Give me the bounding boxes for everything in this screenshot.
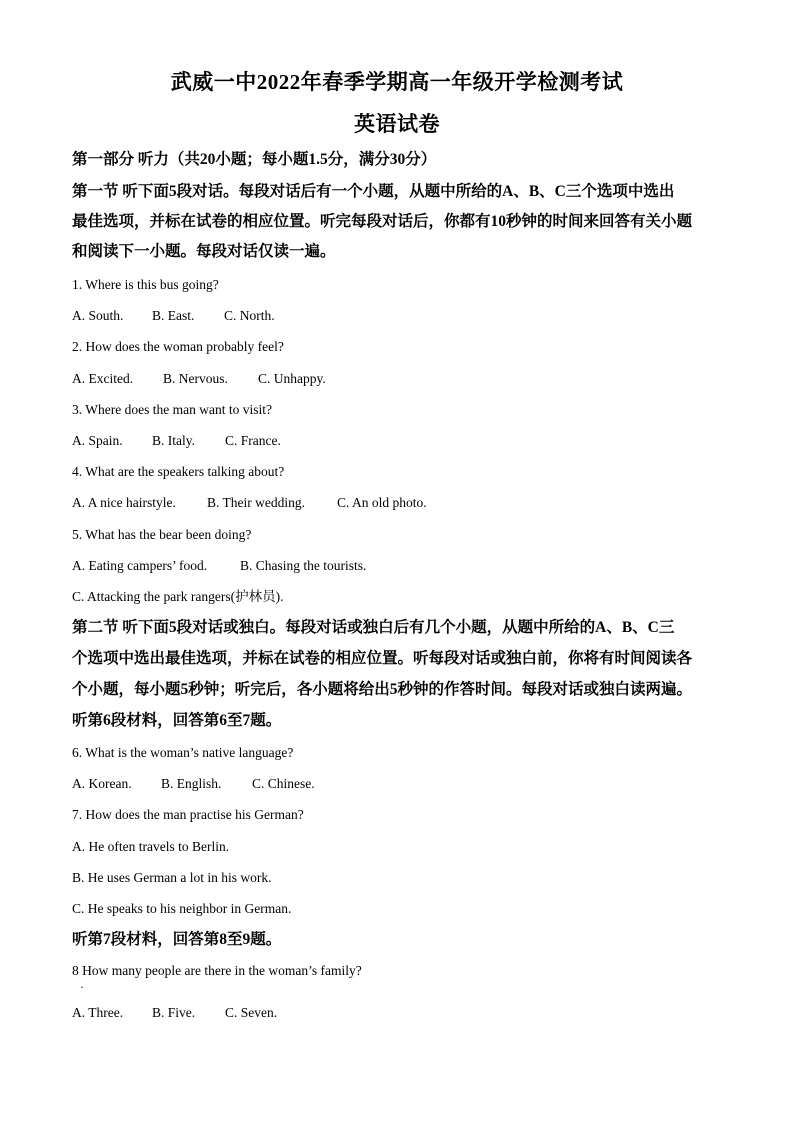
option-c: C. An old photo. (337, 495, 427, 510)
question-6-options (72, 775, 315, 793)
question-1: 1. Where is this bus going? (72, 277, 219, 292)
option-b: B. Italy. (152, 433, 195, 448)
question-3: 3. Where does the man want to visit? (72, 402, 272, 417)
question-7: 7. How does the man practise his German? (72, 807, 304, 822)
question-4-options (72, 494, 427, 512)
section2-instructions-line3: 个小题，每小题5秒钟；听完后，各小题将给出5秒钟的作答时间。每段对话或独白读两遍。 (72, 681, 693, 698)
option-c: C. Chinese. (252, 776, 315, 791)
option-a: A. Excited. (72, 371, 134, 386)
option-b: B. Five. (152, 1005, 196, 1020)
option-a: A. Three. (72, 1005, 124, 1020)
question-4: 4. What are the speakers talking about? (72, 464, 285, 479)
question-1-options (72, 307, 275, 325)
question-3-options (72, 432, 281, 450)
option-c: C. North. (224, 308, 275, 323)
option-a: A. Korean. (72, 776, 132, 791)
material-7-heading: 听第7段材料，回答第8至9题。 (72, 931, 282, 948)
section1-instructions-line2: 最佳选项，并标在试卷的相应位置。听完每段对话后，你都有10秒钟的时间来回答有关小题 (72, 213, 693, 230)
question-8-options (72, 1004, 277, 1022)
option-b: B. English. (161, 776, 222, 791)
question-7-option-c: C. He speaks to his neighbor in German. (72, 901, 292, 916)
section1-instructions-line1: 第一节 听下面5段对话。每段对话后有一个小题，从题中所给的A、B、C三个选项中选出 (72, 183, 675, 200)
section2-instructions-line1: 第二节 听下面5段对话或独白。每段对话或独白后有几个小题，从题中所给的A、B、C三 (72, 619, 675, 636)
question-2: 2. How does the woman probably feel? (72, 339, 284, 354)
exam-subtitle: 英语试卷 (354, 112, 440, 136)
question-5: 5. What has the bear been doing? (72, 527, 252, 542)
section2-instructions-line2: 个选项中选出最佳选项，并标在试卷的相应位置。听每段对话或独白前，你将有时间阅读各 (72, 650, 693, 667)
option-b: B. Nervous. (163, 371, 228, 386)
option-c: C. Unhappy. (258, 371, 326, 386)
part-heading: 第一部分 听力（共20小题；每小题1.5分，满分30分） (72, 151, 437, 168)
option-a: A. South. (72, 308, 124, 323)
material-6-heading: 听第6段材料，回答第6至7题。 (72, 712, 282, 729)
question-7-option-a: A. He often travels to Berlin. (72, 839, 230, 854)
option-b: B. Their wedding. (207, 495, 305, 510)
option-b: B. East. (152, 308, 195, 323)
option-a: A. Eating campers’ food. (72, 558, 208, 573)
question-7-option-b: B. He uses German a lot in his work. (72, 870, 272, 885)
option-c: C. Seven. (225, 1005, 278, 1020)
section1-instructions-line3: 和阅读下一小题。每段对话仅读一遍。 (72, 243, 336, 260)
question-8: 8 How many people are there in the woman’s family? (72, 963, 362, 978)
option-b: B. Chasing the tourists. (240, 558, 367, 573)
option-a: A. Spain. (72, 433, 123, 448)
exam-title: 武威一中2022年春季学期高一年级开学检测考试 (170, 70, 624, 94)
question-2-options (72, 370, 326, 388)
option-c: C. France. (225, 433, 281, 448)
option-a: A. A nice hairstyle. (72, 495, 176, 510)
question-5-options (72, 557, 366, 575)
stray-dot: · (80, 980, 84, 994)
question-5-option-c: C. Attacking the park rangers(护林员). (72, 589, 284, 604)
question-6: 6. What is the woman’s native language? (72, 745, 294, 760)
